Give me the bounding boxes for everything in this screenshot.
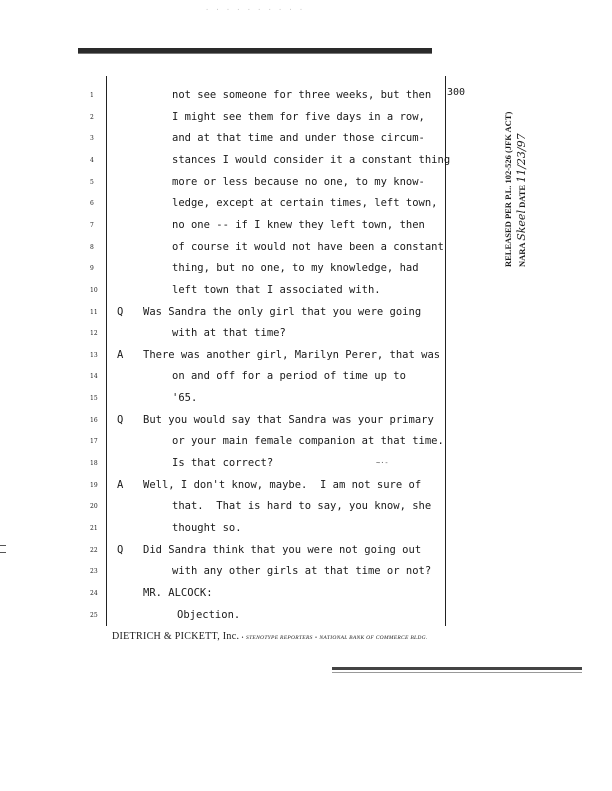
line-number: 22 (90, 546, 98, 554)
line-number: 13 (90, 351, 98, 359)
transcript-line (0, 520, 612, 540)
transcript-line (0, 282, 612, 302)
line-number: 7 (90, 221, 94, 229)
line-text: Did Sandra think that you were not going out (143, 543, 422, 556)
transcript-line (0, 390, 612, 410)
line-number: 17 (90, 438, 98, 446)
line-text: no one -- if I knew they left town, then (172, 218, 425, 231)
line-number: 5 (90, 178, 94, 186)
line-text: Was Sandra the only girl that you were going (143, 305, 422, 318)
transcript-line (0, 542, 612, 562)
line-number: 10 (90, 286, 98, 294)
line-number: 1 (90, 92, 94, 99)
line-number: 24 (90, 589, 98, 597)
release-date: 11/23/97 (515, 133, 528, 183)
line-number: 20 (90, 503, 98, 511)
transcript-line (0, 304, 612, 324)
line-number: 12 (90, 330, 98, 338)
speaker-marker: Q (117, 543, 124, 556)
line-text: more or less because no one, to my know- (172, 175, 425, 188)
transcript-line (0, 412, 612, 432)
transcript-line (0, 325, 612, 345)
line-text: Is that correct? (172, 457, 274, 470)
top-rule-thin (78, 53, 432, 54)
line-text: But you would say that Sandra was your primary (143, 413, 434, 426)
line-number: 6 (90, 200, 94, 208)
reporter-footer (112, 631, 428, 642)
line-number: 19 (90, 481, 98, 489)
bottom-rule (332, 667, 582, 670)
line-text: MR. ALCOCK: (143, 586, 213, 599)
footer-separator: • (241, 635, 244, 641)
bottom-rule-thin (332, 672, 582, 673)
line-text: I might see them for five days in a row, (172, 110, 425, 123)
line-number: 3 (90, 135, 94, 143)
line-number: 23 (90, 568, 98, 576)
transcript-line (0, 563, 612, 583)
transcript-line (0, 347, 612, 367)
line-text: that. That is hard to say, you know, she (172, 500, 432, 513)
line-text: There was another girl, Marilyn Perer, that was (143, 348, 441, 361)
line-number: 9 (90, 265, 94, 273)
margin-tick (0, 552, 6, 553)
page-number: 300 (447, 87, 466, 98)
line-number: 2 (90, 113, 94, 121)
transcript-line (0, 433, 612, 453)
line-text: Objection. (177, 608, 241, 621)
header-smudge: · · · · · · · · · · (205, 6, 305, 14)
line-number: 25 (90, 611, 98, 619)
speaker-marker: Q (117, 413, 124, 426)
speaker-marker: A (117, 348, 124, 361)
line-text: ledge, except at certain times, left town, (172, 197, 438, 210)
firm-name: DIETRICH & PICKETT, Inc. (112, 631, 240, 642)
release-stamp (503, 57, 527, 267)
line-number: 8 (90, 243, 94, 251)
transcript-line (0, 477, 612, 497)
line-text: Well, I don't know, maybe. I am not sure of (143, 478, 422, 491)
line-text: with at that time? (172, 327, 286, 340)
line-number: 21 (90, 525, 98, 532)
transcript-line (0, 455, 612, 475)
speaker-marker: Q (117, 305, 124, 318)
line-text: left town that I associated with. (172, 283, 381, 296)
margin-tick (0, 545, 6, 546)
line-text: thing, but no one, to my knowledge, had (172, 262, 419, 275)
release-stamp-line1: RELEASED PER P.L. 102-526 (JFK ACT) (503, 111, 513, 267)
line-text: on and off for a period of time up to (172, 370, 406, 383)
transcript-line (0, 607, 612, 627)
transcript-line (0, 585, 612, 605)
line-number: 18 (90, 460, 98, 468)
line-text: not see someone for three weeks, but then (172, 89, 432, 101)
line-number: 16 (90, 416, 98, 424)
address: NATIONAL BANK OF COMMERCE BLDG. (319, 635, 428, 641)
speaker-marker: A (117, 478, 124, 491)
margin-mark: ~·- (376, 459, 389, 467)
nara-label: NARA (517, 242, 527, 267)
line-text: stances I would consider it a constant thing (172, 153, 451, 166)
line-text: with any other girls at that time or not? (172, 565, 432, 578)
line-text: and at that time and under those circum- (172, 132, 425, 145)
transcript-line (0, 498, 612, 518)
date-label: DATE (517, 184, 527, 208)
line-number: 11 (90, 308, 98, 316)
release-stamp-line2 (515, 57, 527, 267)
service-name: STENOTYPE REPORTERS (246, 635, 313, 641)
line-text: thought so. (172, 522, 242, 534)
line-number: 14 (90, 373, 98, 381)
line-number: 4 (90, 156, 94, 164)
transcript-line (0, 368, 612, 388)
line-text: '65. (172, 392, 198, 405)
line-text: of course it would not have been a constant (172, 240, 444, 253)
line-number: 15 (90, 395, 98, 403)
line-text: or your main female companion at that time. (172, 435, 444, 448)
signature: Skeel (515, 210, 528, 241)
footer-separator: • (314, 635, 318, 641)
